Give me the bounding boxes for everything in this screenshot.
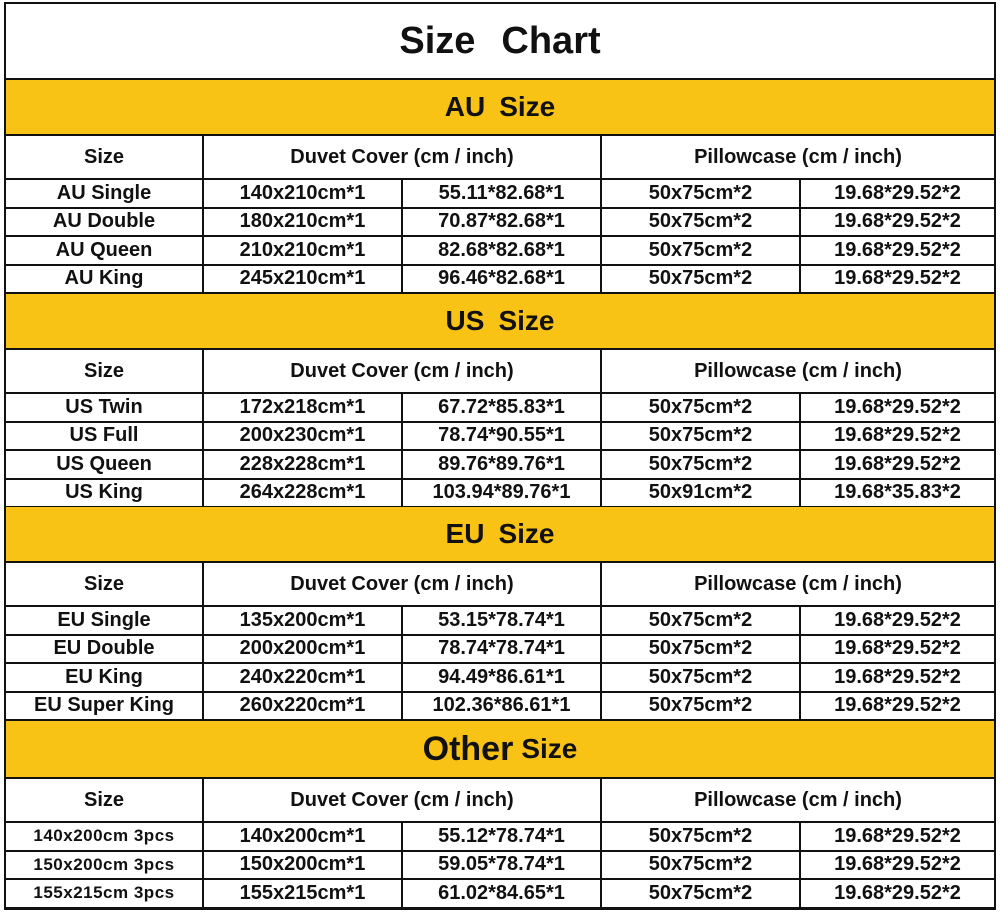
pillow-cm-cell: 50x75cm*2 bbox=[602, 664, 801, 691]
duvet-cm-cell: 172x218cm*1 bbox=[204, 394, 403, 421]
pillow-cm-cell: 50x75cm*2 bbox=[602, 693, 801, 720]
table-row bbox=[6, 693, 994, 722]
size-name-cell: US Twin bbox=[6, 394, 204, 421]
table-row bbox=[6, 394, 994, 423]
duvet-inch-cell: 96.46*82.68*1 bbox=[403, 266, 602, 293]
duvet-inch-cell: 78.74*90.55*1 bbox=[403, 423, 602, 450]
pillow-inch-cell: 19.68*29.52*2 bbox=[834, 853, 961, 876]
duvet-cm-cell: 200x200cm*1 bbox=[204, 636, 403, 663]
duvet-inch-cell: 70.87*82.68*1 bbox=[403, 209, 602, 236]
header-size: Size bbox=[6, 563, 204, 605]
section-title-region: EU bbox=[445, 518, 485, 549]
size-name-cell: AU Queen bbox=[6, 237, 204, 264]
header-duvet-cover: Duvet Cover (cm / inch) bbox=[204, 350, 602, 392]
column-header-row bbox=[6, 136, 994, 180]
size-name-cell: AU King bbox=[6, 266, 204, 293]
header-pillowcase: Pillowcase (cm / inch) bbox=[694, 145, 902, 168]
pillow-inch-cell: 19.68*29.52*2 bbox=[834, 181, 961, 204]
duvet-cm-cell: 210x210cm*1 bbox=[204, 237, 403, 264]
column-header-row bbox=[6, 563, 994, 607]
column-header-row bbox=[6, 350, 994, 394]
duvet-inch-cell: 78.74*78.74*1 bbox=[403, 636, 602, 663]
duvet-inch-cell: 55.11*82.68*1 bbox=[403, 180, 602, 207]
duvet-cm-cell: 260x220cm*1 bbox=[204, 693, 403, 720]
pillow-cm-cell: 50x75cm*2 bbox=[602, 423, 801, 450]
pillow-cm-cell: 50x75cm*2 bbox=[602, 880, 801, 907]
table-row bbox=[6, 237, 994, 266]
size-name-cell: AU Single bbox=[6, 180, 204, 207]
pillow-cm-cell: 50x75cm*2 bbox=[602, 394, 801, 421]
table-row bbox=[6, 266, 994, 295]
pillow-inch-cell: 19.68*29.52*2 bbox=[834, 881, 961, 904]
chart-title bbox=[6, 4, 994, 78]
header-pillowcase: Pillowcase (cm / inch) bbox=[694, 788, 902, 811]
duvet-inch-cell: 59.05*78.74*1 bbox=[403, 852, 602, 879]
size-name-cell: EU King bbox=[6, 664, 204, 691]
duvet-inch-cell: 89.76*89.76*1 bbox=[403, 451, 602, 478]
size-name-cell: EU Single bbox=[6, 607, 204, 634]
duvet-inch-cell: 103.94*89.76*1 bbox=[403, 480, 602, 507]
title-row bbox=[6, 4, 994, 80]
table-row bbox=[6, 607, 994, 636]
table-row bbox=[6, 664, 994, 693]
table-row bbox=[6, 209, 994, 238]
duvet-cm-cell: 155x215cm*1 bbox=[204, 880, 403, 907]
pillow-inch-cell: 19.68*29.52*2 bbox=[834, 665, 961, 688]
pillow-inch-cell: 19.68*29.52*2 bbox=[834, 395, 961, 418]
section-title-region: AU bbox=[444, 91, 486, 122]
duvet-cm-cell: 264x228cm*1 bbox=[204, 480, 403, 507]
pillow-inch-cell: 19.68*29.52*2 bbox=[834, 824, 961, 847]
size-name-cell: AU Double bbox=[6, 209, 204, 236]
duvet-inch-cell: 82.68*82.68*1 bbox=[403, 237, 602, 264]
pillow-cm-cell: 50x75cm*2 bbox=[602, 852, 801, 879]
pillow-cm-cell: 50x75cm*2 bbox=[602, 451, 801, 478]
section-title-size: Size bbox=[521, 733, 578, 764]
duvet-cm-cell: 228x228cm*1 bbox=[204, 451, 403, 478]
table-row bbox=[6, 852, 994, 881]
size-name-cell: 155x215cm 3pcs bbox=[6, 880, 204, 907]
size-name-cell: 140x200cm 3pcs bbox=[6, 823, 204, 850]
table-row bbox=[6, 636, 994, 665]
duvet-cm-cell: 140x200cm*1 bbox=[204, 823, 403, 850]
table-row bbox=[6, 880, 994, 909]
table-row bbox=[6, 451, 994, 480]
section-title-size: Size bbox=[498, 305, 555, 336]
pillow-cm-cell: 50x75cm*2 bbox=[602, 237, 801, 264]
size-name-cell: EU Super King bbox=[6, 693, 204, 720]
section-title-size: Size bbox=[498, 518, 555, 549]
duvet-cm-cell: 245x210cm*1 bbox=[204, 266, 403, 293]
duvet-inch-cell: 61.02*84.65*1 bbox=[403, 880, 602, 907]
size-chart-table bbox=[4, 2, 996, 910]
pillow-inch-cell: 19.68*29.52*2 bbox=[834, 608, 961, 631]
section-title-region: US bbox=[445, 305, 485, 336]
header-pillowcase: Pillowcase (cm / inch) bbox=[694, 359, 902, 382]
header-size: Size bbox=[6, 350, 204, 392]
header-size: Size bbox=[6, 779, 204, 821]
pillow-cm-cell: 50x75cm*2 bbox=[602, 823, 801, 850]
pillow-inch-cell: 19.68*29.52*2 bbox=[834, 267, 961, 290]
pillow-inch-cell: 19.68*29.52*2 bbox=[834, 637, 961, 660]
section-band bbox=[6, 507, 994, 563]
table-row bbox=[6, 423, 994, 452]
chart-title-word2: Chart bbox=[501, 19, 601, 62]
pillow-cm-cell: 50x75cm*2 bbox=[602, 266, 801, 293]
duvet-inch-cell: 53.15*78.74*1 bbox=[403, 607, 602, 634]
duvet-cm-cell: 135x200cm*1 bbox=[204, 607, 403, 634]
duvet-inch-cell: 67.72*85.83*1 bbox=[403, 394, 602, 421]
pillow-inch-cell: 19.68*29.52*2 bbox=[834, 694, 961, 717]
size-name-cell: US King bbox=[6, 480, 204, 507]
header-duvet-cover: Duvet Cover (cm / inch) bbox=[204, 563, 602, 605]
pillow-inch-cell: 19.68*35.83*2 bbox=[834, 481, 961, 504]
header-duvet-cover: Duvet Cover (cm / inch) bbox=[204, 136, 602, 178]
table-row bbox=[6, 180, 994, 209]
section-title bbox=[6, 507, 994, 561]
section-band bbox=[6, 721, 994, 779]
pillow-inch-cell: 19.68*29.52*2 bbox=[834, 424, 961, 447]
table-row bbox=[6, 480, 994, 509]
duvet-inch-cell: 55.12*78.74*1 bbox=[403, 823, 602, 850]
pillow-inch-cell: 19.68*29.52*2 bbox=[834, 210, 961, 233]
size-name-cell: US Queen bbox=[6, 451, 204, 478]
header-duvet-cover: Duvet Cover (cm / inch) bbox=[204, 779, 602, 821]
duvet-cm-cell: 150x200cm*1 bbox=[204, 852, 403, 879]
pillow-inch-cell: 19.68*29.52*2 bbox=[834, 238, 961, 261]
column-header-row bbox=[6, 779, 994, 823]
pillow-cm-cell: 50x75cm*2 bbox=[602, 636, 801, 663]
duvet-cm-cell: 200x230cm*1 bbox=[204, 423, 403, 450]
pillow-cm-cell: 50x75cm*2 bbox=[602, 180, 801, 207]
pillow-cm-cell: 50x91cm*2 bbox=[602, 480, 801, 507]
pillow-cm-cell: 50x75cm*2 bbox=[602, 607, 801, 634]
duvet-cm-cell: 180x210cm*1 bbox=[204, 209, 403, 236]
duvet-cm-cell: 140x210cm*1 bbox=[204, 180, 403, 207]
header-pillowcase: Pillowcase (cm / inch) bbox=[694, 572, 902, 595]
table-row bbox=[6, 823, 994, 852]
section-title bbox=[6, 721, 994, 777]
chart-title-word1: Size bbox=[399, 19, 476, 62]
section-title bbox=[6, 294, 994, 348]
duvet-inch-cell: 102.36*86.61*1 bbox=[403, 693, 602, 720]
section-title-region: Other bbox=[422, 729, 514, 768]
size-name-cell: US Full bbox=[6, 423, 204, 450]
header-size: Size bbox=[6, 136, 204, 178]
section-band bbox=[6, 80, 994, 136]
section-title-size: Size bbox=[499, 91, 556, 122]
size-name-cell: 150x200cm 3pcs bbox=[6, 852, 204, 879]
duvet-cm-cell: 240x220cm*1 bbox=[204, 664, 403, 691]
section-band bbox=[6, 294, 994, 350]
section-title bbox=[6, 80, 994, 134]
pillow-inch-cell: 19.68*29.52*2 bbox=[834, 452, 961, 475]
duvet-inch-cell: 94.49*86.61*1 bbox=[403, 664, 602, 691]
size-name-cell: EU Double bbox=[6, 636, 204, 663]
pillow-cm-cell: 50x75cm*2 bbox=[602, 209, 801, 236]
